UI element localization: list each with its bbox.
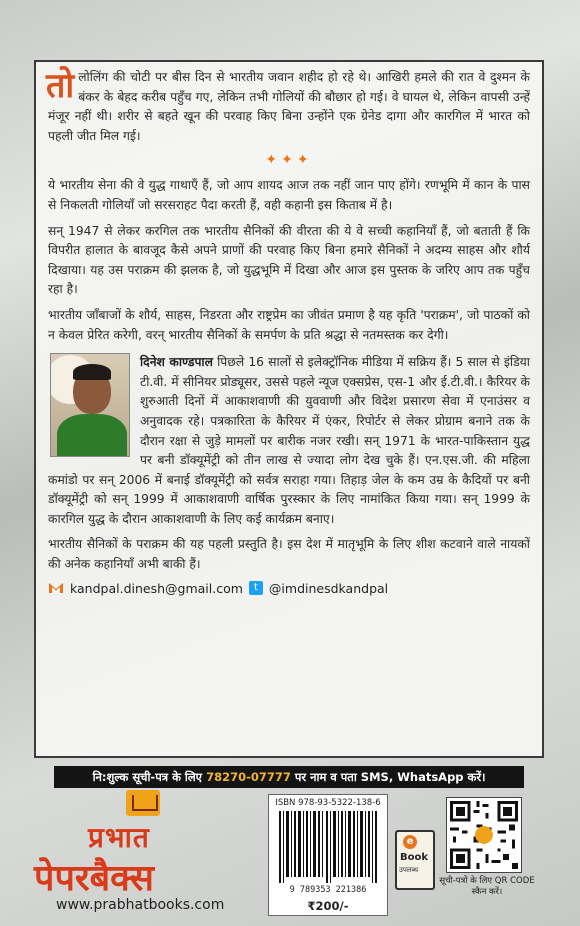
publisher-website[interactable]: www.prabhatbooks.com — [56, 897, 225, 913]
barcode-number: 9 789353 221386 — [289, 885, 367, 895]
dropcap: तो — [46, 66, 75, 106]
author-photo — [50, 353, 130, 457]
isbn-label: ISBN 978-93-5322-138-6 — [275, 798, 381, 808]
price-label: ₹200/- — [307, 899, 349, 913]
contact-row — [48, 581, 530, 596]
intro-text: लोलिंग की चोटी पर बीस दिन से भारतीय जवान शहीद हो रहे थे। आखिरी हमले की रात वे दुश्मन के बंकर के बेहद करीब पहुँच गए, लेकिन तभी गोलियों की बौछार हो गई। वे घायल थे, लेकिन वापसी उन्हें मंजूर नहीं थी। शरीर से बहते खून की परवाह किए बिना उन्होंने एक ग्रेनेड दागा और कारगिल में भारत को पहली जीत मिल गई। — [48, 70, 530, 143]
star-divider: ✦✦✦ — [265, 152, 313, 169]
back-cover-text-panel — [34, 60, 544, 758]
ebook-sub: उपलब्ध — [399, 866, 419, 874]
isbn-barcode-box — [268, 794, 388, 916]
closing-paragraph: भारतीय सैनिकों के पराक्रम की यह पहली प्रस्तुति है। इस देश में मातृभूमि के लिए शीश कटवाने वाले नायकों की अनेक कहानियाँ अभी बाकी हैं। — [48, 537, 530, 572]
twitter-handle[interactable]: @imdinesdkandpal — [268, 580, 389, 596]
author-bio-text: पिछले 16 सालों से इलेक्ट्रॉनिक मीडिया में सक्रिय हैं। 5 साल से इंडिया टी.वी. में सीनियर प्रोड्यूसर, उससे पहले न्यूज एक्सप्रेस, एस-1 और ई.टी.वी.। कैरियर के शुरुआती दिनों में आकाशवाणी की युववाणी और विदेश प्रसारण सेवा में एनाउंसर व अनुवादक रहे। पत्रकारिता के कैरियर में एंकर, रिपोर्टर से लेकर प्रोग्राम बनाने तक के दौरान रक्षा से जुड़े मामलों पर बारीक नजर रखी। सन् 1971 के भारत-पाकिस्तान युद्ध पर बनी डॉक्यूमेंट्री को तीन लाख से ज्यादा लोग देख चुके हैं। एन.एस.जी. की महिला कमांडो पर सन् 2006 में बनाई डॉक्यूमेंट्री को सर्वत्र सराहा गया। तिहाड़ जेल के कम उम्र के कैदियों पर बनी डॉक्यूमेंट्री को सन् 1999 में आकाशवाणी वार्षिक पुरस्कार के लिए नामांकित किया गया। सन् 1999 के कारगिल युद्ध के दौरान आकाशवाणी के लिए कई कार्यक्रम बनाए। — [48, 355, 530, 526]
publisher-emblem-icon — [126, 790, 160, 816]
publisher-logo — [34, 790, 274, 920]
ebook-e-icon: e — [403, 835, 417, 849]
catalog-text-before: नि:शुल्क सूची-पत्र के लिए — [92, 770, 207, 784]
barcode — [277, 811, 381, 883]
qr-caption: सूची-पत्रों के लिए QR CODE स्कैन करें। — [439, 876, 535, 897]
qr-code[interactable] — [446, 797, 522, 873]
gmail-icon — [48, 582, 64, 594]
paragraph-3: भारतीय जाँबाजों के शौर्य, साहस, निडरता और राष्ट्रप्रेम का जीवंत प्रमाण है यह कृति 'पराक्रम', जो पाठकों को न केवल प्रेरित करेगी, वरन् भारतीय सैनिकों के समर्पण के प्रति श्रद्धा से नतमस्तक कर देगी। — [48, 307, 530, 342]
publisher-name-line2: पेपरबैक्स — [34, 858, 154, 899]
catalog-text-after: पर नाम व पता SMS, WhatsApp करें। — [290, 770, 486, 784]
twitter-icon: t — [249, 581, 263, 595]
publisher-name-line1: प्रभात — [88, 821, 150, 854]
email-link[interactable]: kandpal.dinesh@gmail.com — [70, 580, 243, 596]
author-section — [48, 353, 530, 529]
paragraph-1: ये भारतीय सेना की वे युद्ध गाथाएँ हैं, जो आप शायद आज तक नहीं जान पाए होंगे। रणभूमि में कान के पास से निकलती गोलियाँ जो सरसराहट पैदा करती हैं, वही कहानी इस किताब में है। — [48, 178, 530, 212]
catalog-phone: 78270-07777 — [206, 770, 291, 784]
paragraph-2: सन् 1947 से लेकर करगिल तक भारतीय सैनिकों की वीरता की ये वे सच्ची कहानियाँ हैं, जो बताती हैं कि विपरीत हालात के बावजूद कैसे अपने प्राणों की परवाह किए बिना हमारे सैनिकों ने अदम्य साहस और शौर्य दिखाया। यह उस पराक्रम की झलक है, जो युद्धभूमि में दिखा और आज इस पुस्तक के जरिए आप तक पहुँच रहा है। — [48, 223, 530, 297]
intro-paragraph — [48, 68, 530, 146]
ebook-label: Book — [400, 852, 429, 863]
ebook-badge — [395, 830, 435, 890]
author-name: दिनेश काण्डपाल — [140, 355, 213, 370]
catalog-strip — [54, 766, 524, 788]
